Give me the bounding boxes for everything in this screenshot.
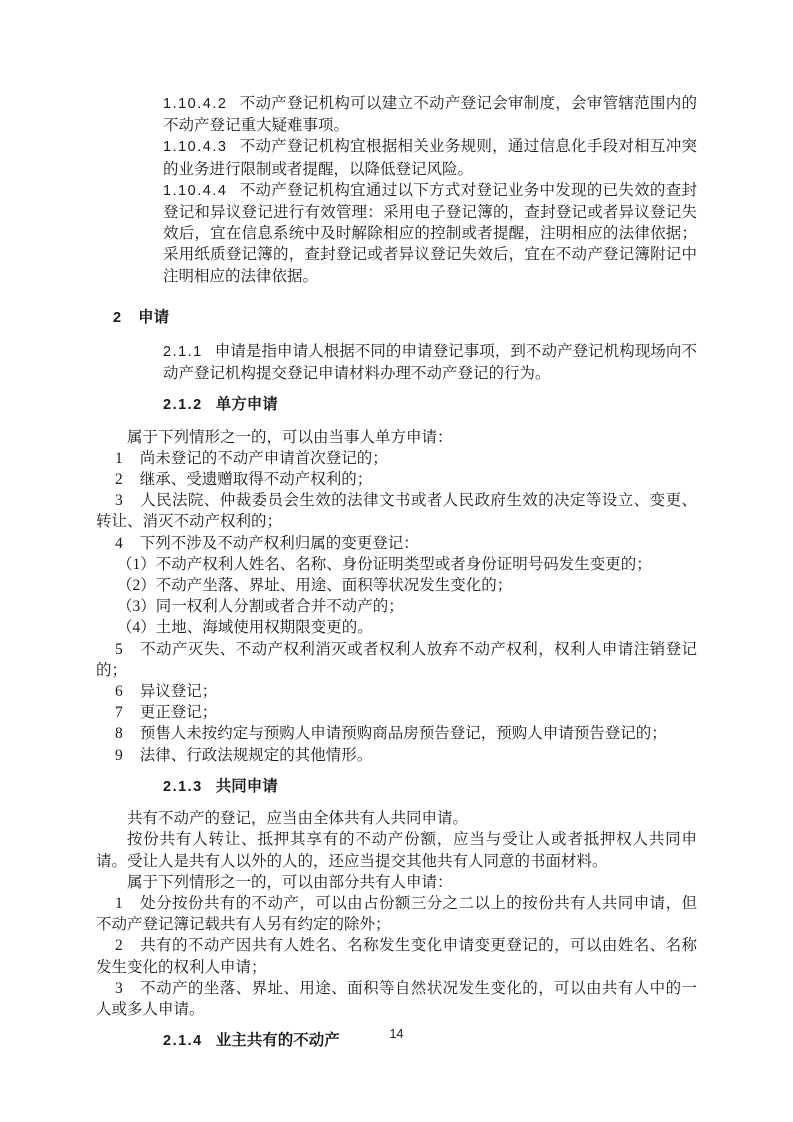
list-item — [96, 893, 697, 935]
sub-list-item-text: （3）同一权利人分割或者合并不动产的； — [117, 598, 404, 616]
clause-paragraph — [163, 341, 697, 384]
body-paragraph — [96, 829, 697, 871]
sub-heading-text: 单方申请 — [215, 396, 278, 414]
clause-paragraph-number: 1.10.4.4 — [163, 182, 228, 199]
document-body — [96, 93, 697, 1062]
body-paragraph-text: 属于下列情形之一的，可以由当事人单方申请： — [127, 428, 453, 446]
list-item-text: 预售人未按约定与预购人申请预购商品房预告登记，预购人申请预告登记的； — [139, 725, 667, 743]
body-paragraph-text: 属于下列情形之一的，可以由部分共有人申请： — [127, 873, 453, 891]
list-item-text: 继承、受遗赠取得不动产权利的； — [139, 471, 373, 489]
sub-heading-text: 共同申请 — [215, 777, 278, 795]
clause-paragraph-text: 申请是指申请人根据不同的申请登记事项，到不动产登记机构现场向不动产登记机构提交登记申请材料办理不动产登记的行为。 — [163, 343, 697, 383]
list-item-text: 下列不涉及不动产权利归属的变更登记： — [139, 534, 419, 552]
list-item — [96, 681, 697, 702]
list-item-number: 7 — [115, 704, 123, 722]
list-item — [96, 702, 697, 723]
list-item-number: 3 — [115, 492, 123, 510]
list-item — [96, 935, 697, 977]
body-paragraph — [96, 808, 697, 829]
list-item-number: 2 — [115, 937, 123, 955]
sub-list-item — [96, 617, 697, 638]
list-item — [96, 533, 697, 554]
list-item-number: 5 — [115, 640, 123, 658]
list-item — [96, 639, 697, 681]
sub-heading-number: 2.1.3 — [163, 778, 203, 795]
clause-paragraph — [163, 180, 697, 287]
sub-list-item — [96, 596, 697, 617]
sub-list-item-text: （2）不动产坐落、界址、用途、面积等状况发生变化的； — [117, 577, 513, 595]
list-item-text: 不动产的坐落、界址、用途、面积等自然状况发生变化的，可以由共有人中的一人或多人申请。 — [96, 979, 697, 1018]
body-paragraph-text: 共有不动产的登记，应当由全体共有人共同申请。 — [127, 810, 469, 828]
clause-paragraph — [163, 93, 697, 136]
page-number: 14 — [389, 1027, 404, 1041]
clause-paragraph-text: 不动产登记机构宜根据相关业务规则，通过信息化手段对相互冲突的业务进行限制或者提醒，以降低登记风险。 — [163, 138, 697, 178]
clause-paragraph-number: 1.10.4.2 — [163, 96, 228, 112]
sub-list-item — [96, 575, 697, 596]
clause-paragraph-text: 不动产登记机构宜通过以下方式对登记业务中发现的已失效的查封登记和异议登记进行有效管理：采用电子登记簿的，查封登记或者异议登记失效后，宜在信息系统中及时解除相应的控制或者提醒，注明相应的法律依据；采用纸质登记簿的，查封登记或者异议登记失效后，宜在不动产登记簿附记中注明相应的法律依据。 — [163, 181, 697, 285]
clause-paragraph-number: 2.1.1 — [163, 344, 203, 361]
list-item-number: 1 — [115, 894, 123, 912]
sub-list-item-text: （4）土地、海域使用权期限变更的。 — [117, 619, 373, 637]
section-heading-text: 申请 — [138, 308, 170, 326]
list-item-text: 异议登记； — [139, 683, 218, 701]
sub-heading-number: 2.1.4 — [163, 1033, 203, 1050]
list-item — [96, 448, 697, 469]
list-item-number: 9 — [115, 746, 123, 764]
section-heading — [113, 307, 697, 329]
list-item — [96, 723, 697, 744]
list-item — [96, 469, 697, 490]
sub-heading — [163, 776, 697, 798]
clause-paragraph-text: 不动产登记机构可以建立不动产登记会审制度，会审管辖范围内的不动产登记重大疑难事项。 — [163, 95, 697, 135]
list-item-number: 3 — [115, 979, 123, 997]
sub-heading — [163, 394, 697, 416]
list-item-text: 不动产灭失、不动产权利消灭或者权利人放弃不动产权利，权利人申请注销登记的； — [96, 640, 697, 679]
body-paragraph-text: 按份共有人转让、抵押其享有的不动产份额，应当与受让人或者抵押权人共同申请。受让人是共有人以外的人的，还应当提交其他共有人同意的书面材料。 — [96, 831, 697, 870]
list-item — [96, 745, 697, 766]
list-item-number: 6 — [115, 683, 123, 701]
sub-list-item — [96, 554, 697, 575]
list-item-text: 更正登记； — [139, 704, 218, 722]
list-item-number: 2 — [115, 471, 123, 489]
list-item-number: 1 — [115, 449, 123, 467]
list-item — [96, 490, 697, 532]
list-item-number: 8 — [115, 725, 123, 743]
body-paragraph — [96, 872, 697, 893]
sub-heading-text: 业主共有的不动产 — [215, 1032, 340, 1050]
clause-paragraph-number: 1.10.4.3 — [163, 139, 228, 156]
clause-paragraph — [163, 136, 697, 179]
list-item-text: 处分按份共有的不动产，可以由占份额三分之二以上的按份共有人共同申请，但不动产登记簿记载共有人另有约定的除外； — [96, 894, 697, 934]
list-item-text: 法律、行政法规规定的其他情形。 — [139, 746, 373, 764]
sub-list-item-text: （1）不动产权利人姓名、名称、身份证明类型或者身份证明号码发生变更的； — [117, 555, 652, 573]
list-item-text: 共有的不动产因共有人姓名、名称发生变化申请变更登记的，可以由姓名、名称发生变化的权利人申请； — [96, 937, 697, 976]
list-item-text: 尚未登记的不动产申请首次登记的； — [139, 449, 388, 467]
sub-heading-number: 2.1.2 — [163, 397, 203, 414]
list-item-text: 人民法院、仲裁委员会生效的法律文书或者人民政府生效的决定等设立、变更、转让、消灭不动产权利的； — [96, 492, 697, 531]
list-item-number: 4 — [115, 534, 123, 552]
body-paragraph — [96, 427, 697, 448]
list-item — [96, 978, 697, 1020]
section-heading-number: 2 — [113, 309, 122, 326]
